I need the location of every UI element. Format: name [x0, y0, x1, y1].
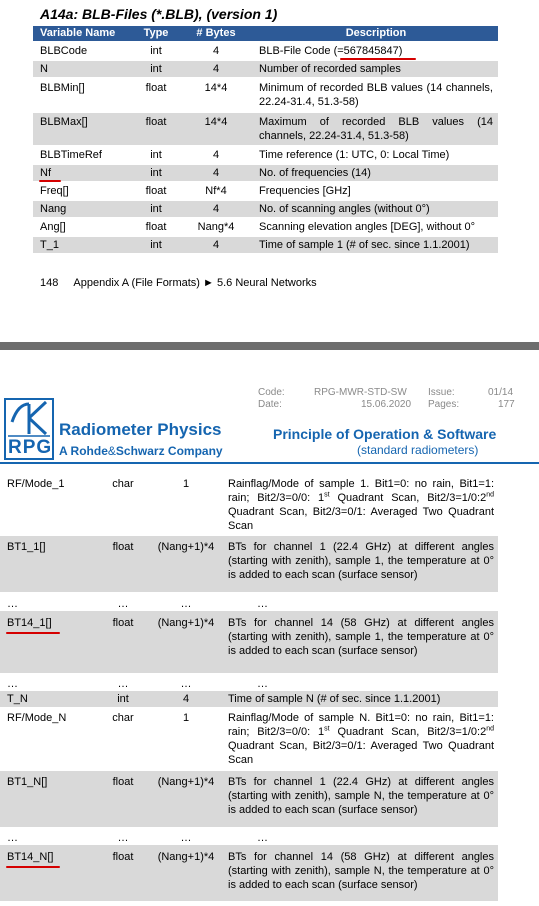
footer-appendix: Appendix A (File Formats) [73, 277, 200, 289]
table-row [33, 183, 498, 199]
footer-page-number: 148 [40, 277, 59, 289]
cell-desc: BLB-File Code (=567845847) [259, 45, 403, 57]
company-name: Radiometer Physics [59, 420, 222, 439]
footer-section: 5.6 Neural Networks [217, 277, 317, 289]
cell-type: int [150, 167, 162, 179]
ellipsis: … [257, 832, 268, 844]
ellipsis: … [257, 678, 268, 690]
table-row [33, 43, 498, 59]
cell-type: char [112, 712, 134, 724]
cell-bytes: 4 [212, 63, 220, 75]
table-row [0, 536, 498, 592]
header-rule [0, 462, 539, 464]
cell-bytes: 4 [212, 203, 220, 215]
annotation-underline [39, 180, 61, 182]
cell-name: BT14_N[] [7, 851, 54, 863]
cell-name: BLBMin[] [40, 82, 85, 94]
cell-desc: No. of frequencies (14) [259, 167, 371, 179]
page-footer [40, 277, 317, 289]
cell-desc: Time of sample N (# of sec. since 1.1.2001) [228, 693, 441, 705]
cell-type: float [145, 116, 167, 128]
ellipsis: … [117, 678, 129, 690]
annotation-underline [340, 58, 416, 60]
cell-desc: Rainflag/Mode of sample 1. Bit1=0: no rain, Bit1=1: rain; Bit2/3=0/0: 1st Quadrant Scan, Bit2/3=1/0:2nd Quadrant Scan, Bit2/3=0/1: Averaged Two Quadrant Scan [228, 478, 495, 532]
pages-value: 177 [498, 399, 515, 410]
table-header-row [33, 26, 498, 41]
cell-desc: BTs for channel 1 (22.4 GHz) at different angles (starting with zenith), sample 1, the temperature at 0° is added to each scan (surface sensor) [228, 541, 494, 581]
cell-type: float [112, 776, 134, 788]
cell-bytes: (Nang+1)*4 [157, 851, 215, 863]
ellipsis: … [117, 598, 129, 610]
document-subtitle: (standard radiometers) [357, 443, 479, 457]
header-bytes: # Bytes [196, 27, 236, 39]
cell-name: T_N [7, 693, 28, 705]
cell-bytes: 4 [212, 45, 220, 57]
issue-label: Issue: [428, 387, 455, 398]
cell-type: int [117, 693, 129, 705]
issue-value: 01/14 [488, 387, 514, 398]
cell-desc: BTs for channel 14 (58 GHz) at different angles (starting with zenith), sample 1, the temperature at 0° is added to each scan (surface sensor) [228, 617, 494, 657]
table-row [0, 845, 498, 901]
cell-type: float [112, 851, 134, 863]
cell-name: T_1 [40, 239, 59, 251]
document-title: Principle of Operation & Software [273, 426, 497, 442]
cell-name: Freq[] [40, 185, 69, 197]
table-row [33, 79, 498, 111]
ellipsis: … [257, 598, 268, 610]
table-title: A14a: BLB-Files (*.BLB), (version 1) [40, 6, 278, 22]
subtitle-part: Schwarz Company [115, 444, 223, 458]
table-row [33, 113, 498, 145]
table-row [33, 165, 498, 181]
cell-name: BT14_1[] [7, 617, 52, 629]
pages-label: Pages: [428, 399, 460, 410]
table-row [33, 237, 498, 253]
cell-name: Nf [40, 167, 51, 179]
date-value: 15.06.2020 [361, 399, 412, 410]
ellipsis: … [117, 832, 129, 844]
ellipsis: … [7, 598, 18, 610]
ellipsis: … [180, 598, 192, 610]
cell-bytes: (Nang+1)*4 [157, 617, 215, 629]
table-row [33, 147, 498, 163]
ellipsis: … [7, 832, 18, 844]
ellipsis: … [7, 678, 18, 690]
annotation-underline [6, 866, 60, 868]
subtitle-part: A Rohde [59, 444, 108, 458]
cell-name: BLBMax[] [40, 116, 88, 128]
cell-bytes: Nf*4 [205, 185, 227, 197]
code-value: RPG-MWR-STD-SW [314, 387, 407, 398]
cell-desc: Number of recorded samples [259, 63, 401, 75]
table-row [0, 611, 498, 673]
cell-type: int [150, 45, 162, 57]
header-type: Type [143, 27, 169, 39]
cell-desc: Maximum of recorded BLB values (14 channels, 22.24-31.4, 51.3-58) [259, 116, 493, 142]
date-label: Date: [258, 399, 282, 410]
cell-name: BT1_N[] [7, 776, 48, 788]
cell-type: float [112, 617, 134, 629]
ellipsis-row [0, 599, 498, 609]
rpg-logo [4, 398, 54, 460]
cell-bytes: 14*4 [204, 82, 228, 94]
code-label: Code: [258, 387, 285, 398]
arrow-right-icon: ► [203, 277, 214, 289]
cell-name: BLBCode [40, 45, 88, 57]
cell-bytes: 1 [182, 478, 190, 490]
table-row [33, 201, 498, 217]
subtitle-amp: & [107, 444, 116, 458]
cell-name: Nang [40, 203, 67, 215]
cell-type: float [145, 221, 167, 233]
cell-type: int [150, 149, 162, 161]
cell-type: float [145, 82, 167, 94]
cell-name: Ang[] [40, 221, 66, 233]
table-row [33, 61, 498, 77]
ellipsis-row [0, 833, 498, 843]
ellipsis: … [180, 678, 192, 690]
ellipsis-row [0, 679, 498, 689]
cell-type: int [150, 203, 162, 215]
cell-bytes: 4 [212, 239, 220, 251]
cell-desc: Time reference (1: UTC, 0: Local Time) [259, 149, 450, 161]
logo-text: RPG [8, 437, 53, 458]
ellipsis: … [180, 832, 192, 844]
cell-name: RF/Mode_N [7, 712, 67, 724]
cell-desc: No. of scanning angles (without 0°) [259, 203, 430, 215]
table-row [0, 771, 498, 827]
cell-type: int [150, 63, 162, 75]
cell-name: BLBTimeRef [40, 149, 102, 161]
cell-type: float [145, 185, 167, 197]
cell-desc: Minimum of recorded BLB values (14 channels, 22.24-31.4, 51.3-58) [259, 82, 493, 108]
cell-desc: BTs for channel 14 (58 GHz) at different angles (starting with zenith), sample N, the temperature at 0° is added to each scan (surface sensor) [228, 851, 494, 891]
cell-bytes: 4 [212, 167, 220, 179]
table-row [0, 691, 498, 707]
cell-bytes: (Nang+1)*4 [157, 541, 215, 553]
cell-name: BT1_1[] [7, 541, 46, 553]
cell-bytes: Nang*4 [197, 221, 235, 233]
cell-type: float [112, 541, 134, 553]
cell-type: char [112, 478, 134, 490]
table-row [33, 219, 498, 235]
cell-type: int [150, 239, 162, 251]
company-subtitle [59, 444, 223, 458]
table-row [0, 473, 498, 535]
cell-desc: Scanning elevation angles [DEG], without 0° [259, 221, 475, 233]
page-separator [0, 342, 539, 350]
cell-desc: Frequencies [GHz] [259, 185, 351, 197]
header-variable-name: Variable Name [40, 27, 116, 39]
cell-bytes: 1 [182, 712, 190, 724]
cell-desc: BTs for channel 1 (22.4 GHz) at different angles (starting with zenith), sample N, the temperature at 0° is added to each scan (surface sensor) [228, 776, 494, 816]
header-description: Description [345, 27, 407, 39]
cell-bytes: 4 [182, 693, 190, 705]
cell-bytes: (Nang+1)*4 [157, 776, 215, 788]
table-row [0, 708, 498, 770]
cell-desc: Time of sample 1 (# of sec. since 1.1.2001) [259, 239, 470, 251]
cell-bytes: 14*4 [204, 116, 228, 128]
cell-bytes: 4 [212, 149, 220, 161]
cell-name: N [40, 63, 48, 75]
cell-name: RF/Mode_1 [7, 478, 65, 490]
annotation-underline [6, 632, 60, 634]
cell-desc: Rainflag/Mode of sample N. Bit1=0: no rain, Bit1=1: rain; Bit2/3=0/0: 1st Quadrant Scan, Bit2/3=1/0:2nd Quadrant Scan, Bit2/3=0/1: Averaged Two Quadrant Scan [228, 712, 495, 766]
